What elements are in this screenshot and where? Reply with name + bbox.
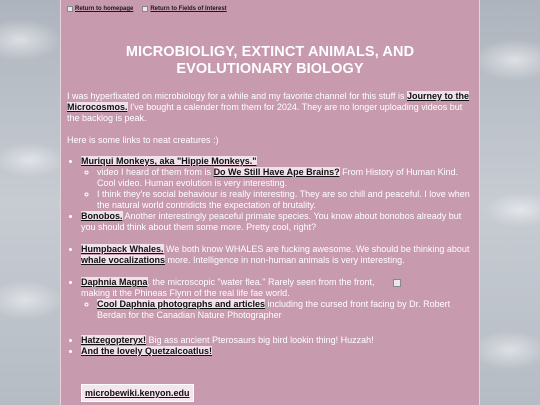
return-homepage-label: Return to homepage bbox=[75, 6, 134, 12]
bonobos-link[interactable]: Bonobos. bbox=[81, 211, 123, 221]
broken-image-icon bbox=[393, 279, 401, 287]
return-homepage-link[interactable] bbox=[67, 6, 133, 12]
list-item-quetzalcoatlus bbox=[81, 346, 473, 357]
top-nav bbox=[67, 4, 473, 14]
broken-image-icon bbox=[67, 6, 73, 12]
intro-paragraph bbox=[67, 91, 473, 124]
intro-text-before: I was hyperfixated on microbiology for a while and my favorite channel for this stuff is bbox=[67, 91, 407, 101]
daphnia-text: , the microscopic "water flea." Rarely seen from the front, making it the Phineas Flynn of the real life fae world. bbox=[81, 277, 375, 298]
list-item-muriqui bbox=[81, 156, 473, 211]
list-item-muriqui-video bbox=[97, 167, 473, 189]
humpback-text: We both know WHALES are fucking awesome. We should be thinking about bbox=[163, 244, 470, 254]
return-fields-link[interactable] bbox=[142, 6, 226, 12]
page-title: MICROBIOLIGY, EXTINCT ANIMALS, AND EVOLUTIONARY BIOLOGY bbox=[125, 44, 415, 77]
whale-vocalizations-link[interactable]: whale vocalizations bbox=[81, 255, 166, 265]
microbewiki-button[interactable]: microbewiki.kenyon.edu bbox=[81, 384, 194, 402]
intro-text-after: I've bought a calender from them for 2024. They are no longer uploading videos but the backlog is peak. bbox=[67, 102, 463, 123]
spacer bbox=[81, 233, 473, 244]
list-item-bonobos bbox=[81, 211, 473, 233]
daphnia-link[interactable]: Daphnia Magna bbox=[81, 277, 148, 287]
muriqui-link[interactable]: Muriqui Monkeys, aka "Hippie Monkeys." bbox=[81, 156, 257, 166]
content-panel bbox=[60, 0, 480, 405]
spacer bbox=[81, 321, 473, 335]
creature-list bbox=[67, 156, 473, 357]
spacer bbox=[81, 266, 473, 277]
list-item-humpback bbox=[81, 244, 473, 266]
daphnia-sublist bbox=[81, 299, 473, 321]
list-item-daphnia-photos bbox=[97, 299, 473, 321]
daphnia-photos-link[interactable]: Cool Daphnia photographs and articles bbox=[97, 299, 266, 309]
journey-microcosmos-link[interactable]: Journey to the Microcosmos. bbox=[67, 91, 470, 112]
ape-brains-link[interactable]: Do We Still Have Ape Brains? bbox=[213, 167, 340, 177]
return-fields-label: Return to Fields of Interest bbox=[150, 6, 227, 12]
broken-image-icon bbox=[142, 6, 148, 12]
muriqui-video-text: video I heard of them from is bbox=[97, 167, 214, 177]
humpback-link[interactable]: Humpback Whales. bbox=[81, 244, 164, 254]
daphnia-photos-text: including the cursed front facing by Dr. Robert Berdan for the Canadian Nature Photographer bbox=[97, 299, 451, 320]
list-item-daphnia bbox=[81, 277, 473, 321]
bonobos-text: Another interestingly peaceful primate species. You know about bonobos already but you should think about them some more. Pretty cool, right? bbox=[81, 211, 462, 232]
muriqui-sublist bbox=[81, 167, 473, 211]
daphnia-image bbox=[393, 279, 403, 290]
list-item-hatzegopteryx bbox=[81, 335, 473, 346]
hatzegopteryx-link[interactable]: Hatzegopteryx! bbox=[81, 335, 147, 345]
humpback-text-after: more. Intelligence in non-human animals is very interesting. bbox=[165, 255, 405, 265]
hatzegopteryx-text: Big ass ancient Pterosaurs big bird lookin thing! Huzzah! bbox=[146, 335, 374, 345]
quetzalcoatlus-link[interactable]: And the lovely Quetzalcoatlus! bbox=[81, 346, 213, 356]
links-intro: Here is some links to neat creatures :) bbox=[67, 135, 219, 145]
muriqui-video-after: From History of Human Kind. Cool video. Human evolution is very interesting. bbox=[97, 167, 459, 188]
list-item-muriqui-social: ◦ I think they're social behaviour is really interesting. They are so chill and peaceful. I love when the natural world contridicts the expectation of brutality. bbox=[97, 189, 473, 211]
